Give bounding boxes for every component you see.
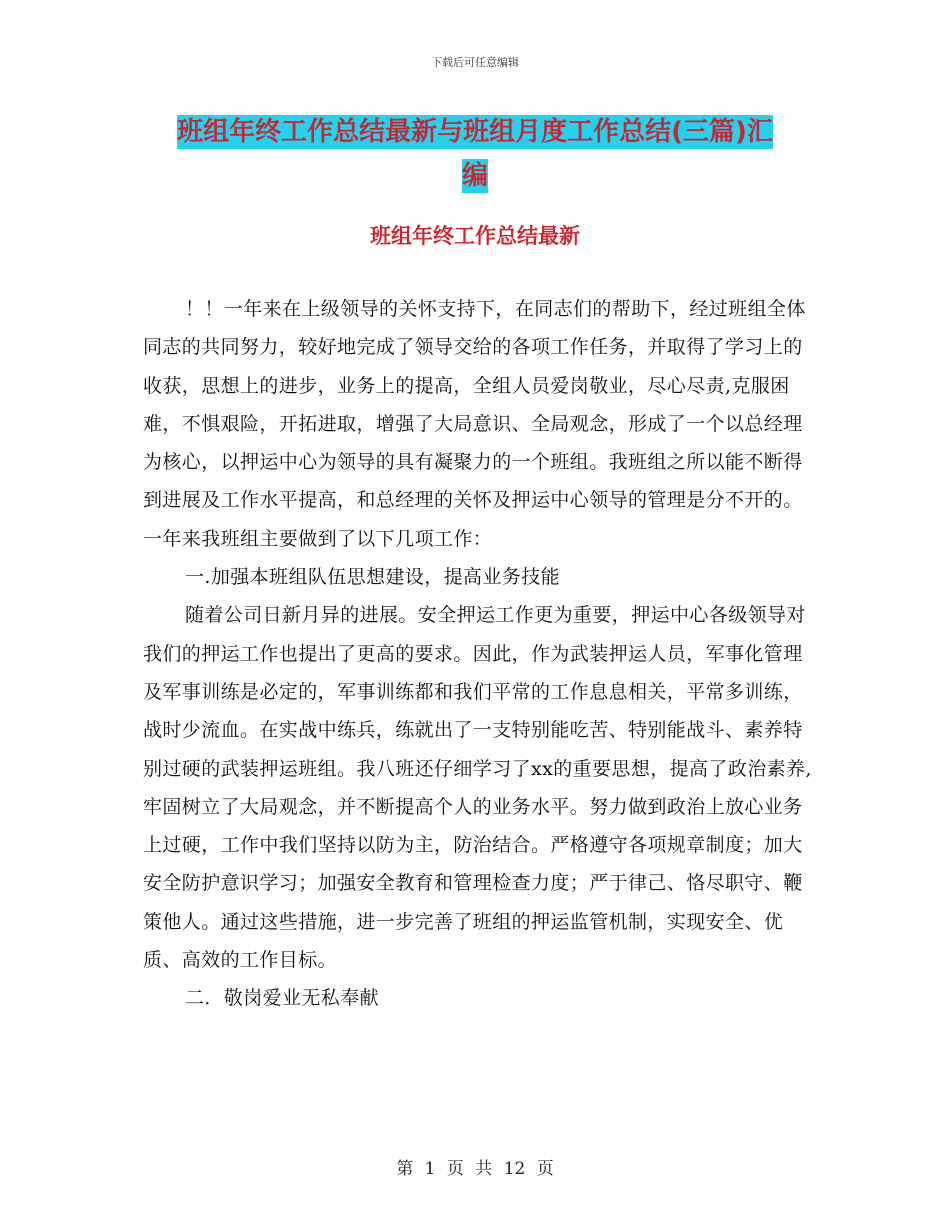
paragraph: ！！一年来在上级领导的关怀支持下，在同志们的帮助下，经过班组全体同志的共同努力，较好地完成了领导交给的各项工作任务，并取得了学习上的收获，思想上的进步，业务上的提高，全组人员爱岗敬业，尽心尽责,克服困难，不惧艰险，开拓进取，增强了大局意识、全局观念，形成了一个以总经理为核心，以押运中心为领导的具有凝聚力的一个班组。我班组之所以能不断得到进展及工作水平提高，和总经理的关怀及押运中心领导的管理是分不开的。一年来我班组主要做到了以下几项工作： <box>143 298 806 550</box>
section-title: 班组年终工作总结最新 <box>370 224 580 248</box>
body-text <box>143 290 815 1018</box>
document-title <box>150 110 800 198</box>
page-footer: 第 1 页 共 12 页 <box>396 1159 554 1179</box>
document-title-line1: 班组年终工作总结最新与班组月度工作总结(三篇)汇 <box>177 117 773 147</box>
document-title-line2: 编 <box>461 161 488 191</box>
paragraph-heading: 二．敬岗爱业无私奉献 <box>185 987 380 1010</box>
paragraph-heading: 一.加强本班组队伍思想建设，提高业务技能 <box>185 566 561 589</box>
paragraph: 随着公司日新月异的进展。安全押运工作更为重要，押运中心各级领导对我们的押运工作也提出了更高的要求。因此，作为武装押运人员，军事化管理及军事训练是必定的，军事训练都和我们平常的工作息息相关，平常多训练，战时少流血。在实战中练兵，练就出了一支特别能吃苦、特别能战斗、素养特别过硬的武装押运班组。我八班还仔细学习了xx的重要思想，提高了政治素养,牢固树立了大局观念，并不断提高个人的业务水平。努力做到政治上放心业务上过硬，工作中我们坚持以防为主，防治结合。严格遵守各项规章制度；加大安全防护意识学习；加强安全教育和管理检查力度；严于律己、恪尽职守、鞭策他人。通过这些措施，进一步完善了班组的押运监管机制，实现安全、优质、高效的工作目标。 <box>143 604 812 972</box>
header-note: 下载后可任意编辑 <box>431 56 519 69</box>
